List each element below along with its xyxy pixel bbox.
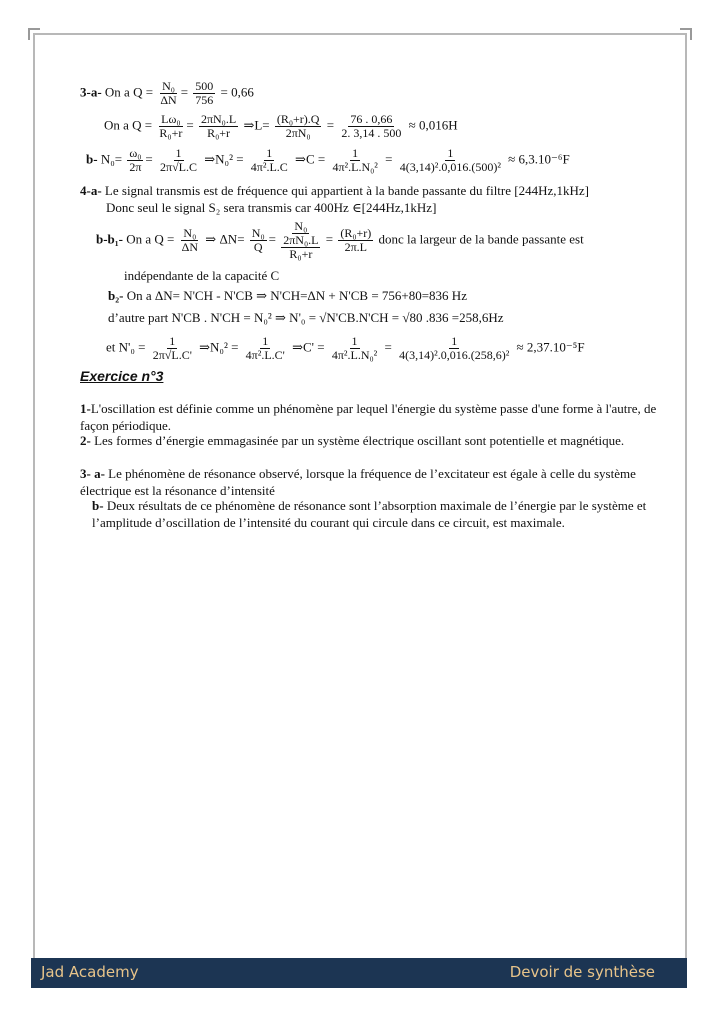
line-autre-part [108,310,503,325]
ex3-text-3a: Le phénomène de résonance observé, lorsque la fréquence de l’excitateur est égale à celle du système électrique est la résonance d’intensité [80,466,636,498]
frac-r0r-2pil: $\frac{\text{(R₀+r)}}{2\pi.L}$ [340,226,372,254]
line-inductance: On a Q = $\frac{\text{Lω₀}}{\text{R₀+r}}$ = $\frac{\text{2πN₀.L}}{\text{R₀+r}}$ ⇒L= $\frac{\text{(R₀+r).Q}}{\text{2πN₀}}$ = $\frac{76 . 0,66}{2. 3,14 . 500}$ ≈ 0,016H [104,112,458,140]
frac-1-4pi2ln0-2: $\frac{1}{\text{4π².L.N₀²}}$ [331,334,378,362]
frac-lw0: $\frac{\text{Lω₀}}{\text{R₀+r}}$ [159,112,183,140]
ex3-item-3a [80,465,660,499]
line-b2 [108,288,467,303]
line-3a: 3-a- On a Q = $\frac{\text{N₀}}{\Delta N}$ = $\frac{500}{756}$ = 0,66 [80,79,254,107]
line-3b: b- N₀= $\frac{\text{ω₀}}{2\pi}$ = $\frac{1}{2\pi√L.C}$ ⇒N₀² = $\frac{1}{\text{4π².L.C}}$ ⇒C = $\frac{1}{\text{4π².L.N₀²}}$ = $\frac{1}{\text{4(3,14)².0,016.(500)²}}$ ≈ 6,3.10⁻⁶F [86,146,570,174]
frac-n0-q: $\frac{\text{N₀}}{Q}$ [251,226,265,254]
arrow-c: ⇒C = [295,151,326,167]
ex3-item-1 [80,400,660,434]
arrow-n0sq-2: ⇒N₀² = [199,339,239,355]
arrow-dn: ⇒ ΔN= [205,231,245,247]
frac-numeric-c: $\frac{1}{\text{4(3,14)².0,016.(500)²}}$ [399,146,501,174]
text-bb1: On a Q = [126,231,175,247]
label-3b: b- [86,151,98,167]
frac-numeric-c2: $\frac{1}{\text{4(3,14)².0,016.(258,6)²}}$ [399,334,510,362]
arrow-l: ⇒L= [243,117,270,133]
line-bb1: b-b₁- On a Q = $\frac{\text{N₀}}{\Delta N}$ ⇒ ΔN= $\frac{\text{N₀}}{Q}$ = N₀ 2πN₀.L R₀+r = $\frac{\text{(R₀+r)}}{2\pi.L}$ donc la largeur de la bande passante est [96,219,584,261]
line-et-n0: et N'₀ = $\frac{1}{2\pi√L.C'}$ ⇒N₀² = $\frac{1}{\text{4π².L.C'}}$ ⇒C' = $\frac{1}{\text{4π².L.N₀²}}$ = $\frac{1}{\text{4(3,14)².0,016.(258,6)²}}$ ≈ 2,37.10⁻⁵F [106,334,585,362]
exercise-3-title: Exercice n°3 [80,368,164,384]
ex3-label-3a: 3- a- [80,466,105,481]
frac-500-756: $\frac{500}{756}$ [195,79,214,107]
frac-w0-2pi: $\frac{\text{ω₀}}{2\pi}$ [129,146,142,174]
text-4a-2: Donc seul le signal S₂ sera transmis car 400Hz ∈[244Hz,1kHz] [106,200,437,215]
label-3a: 3-a- [80,84,102,100]
corner-top-right [680,28,692,40]
text-independante: indépendante de la capacité C [124,268,280,283]
label-bb1: b-b₁- [96,231,124,247]
frac-1-2pisqrt: $\frac{1}{2\pi√L.C}$ [160,146,197,174]
label-b2: b₂- [108,288,124,303]
ex3-text-1: L'oscillation est définie comme un phénomène par lequel l'énergie du système passe d'une forme à l'autre, de façon périodique. [80,401,657,433]
line-bb1-2 [124,268,279,283]
text-b2: On a ΔN= N'CH - N'CB ⇒ N'CH=ΔN + N'CB = 756+80=836 Hz [126,288,467,303]
result-l: ≈ 0,016H [408,117,458,133]
ex3-item-2 [80,432,660,449]
footer-brand: Jad Academy [41,963,139,981]
result-c: ≈ 6,3.10⁻⁶F [508,151,570,167]
ex3-text-2: Les formes d’énergie emmagasinée par un système électrique oscillant sont potentielle et magnétique. [94,433,625,448]
frac-compound: N₀ 2πN₀.L R₀+r [283,219,319,261]
ex3-item-3b [92,497,652,531]
frac-1-4pi2lc: $\frac{1}{\text{4π².L.C}}$ [250,146,288,174]
text-et-n0: et N'₀ = [106,339,146,355]
footer-doc-title: Devoir de synthèse [509,963,655,981]
frac-1-2pisqrt-c2: $\frac{1}{2\pi√L.C'}$ [152,334,192,362]
frac-n0-dn: $\frac{\text{N₀}}{\Delta N}$ [160,79,177,107]
text-n0: N₀= [100,151,123,167]
text-bb1-tail: donc la largeur de la bande passante est [378,231,584,247]
arrow-n0sq: ⇒N₀² = [204,151,244,167]
text-autre-part: d’autre part N'CB . N'CH = N₀² ⇒ N'₀ = √N'CB.N'CH = √80 .836 =258,6Hz [108,310,504,325]
frac-r0rq: $\frac{\text{(R₀+r).Q}}{\text{2πN₀}}$ [276,112,320,140]
line-4a-2 [106,200,436,215]
frac-1-4pi2lc2: $\frac{1}{\text{4π².L.C'}}$ [245,334,285,362]
ex3-text-3b: Deux résultats de ce phénomène de résonance sont l’absorption maximale de l’énergie par le système et l’amplitude d’oscillation de l’intensité du courant qui circule dans ce circuit, est maximale. [92,498,647,530]
ex3-label-2: 2- [80,433,91,448]
text-3a: On a Q = [104,84,154,100]
result-q: = 0,66 [220,84,254,100]
text-q2: On a Q = [104,117,153,133]
footer-bar [31,958,687,988]
ex3-label-3b: b- [92,498,104,513]
frac-2pin0l: $\frac{\text{2πN₀.L}}{\text{R₀+r}}$ [200,112,237,140]
frac-1-4pi2ln0: $\frac{1}{\text{4π².L.N₀²}}$ [332,146,378,174]
frac-numeric-l: $\frac{76 . 0,66}{2. 3,14 . 500}$ [341,112,402,140]
arrow-c2: ⇒C' = [292,339,325,355]
ex3-label-1: 1- [80,401,91,416]
label-4a: 4-a- [80,183,102,198]
text-4a: Le signal transmis est de fréquence qui appartient à la bande passante du filtre [244Hz,1kHz] [104,183,589,198]
frac-n0-dn-2: $\frac{\text{N₀}}{\Delta N}$ [181,226,199,254]
result-c2: ≈ 2,37.10⁻⁵F [516,339,585,355]
line-4a [80,183,589,198]
corner-top-left [28,28,40,40]
